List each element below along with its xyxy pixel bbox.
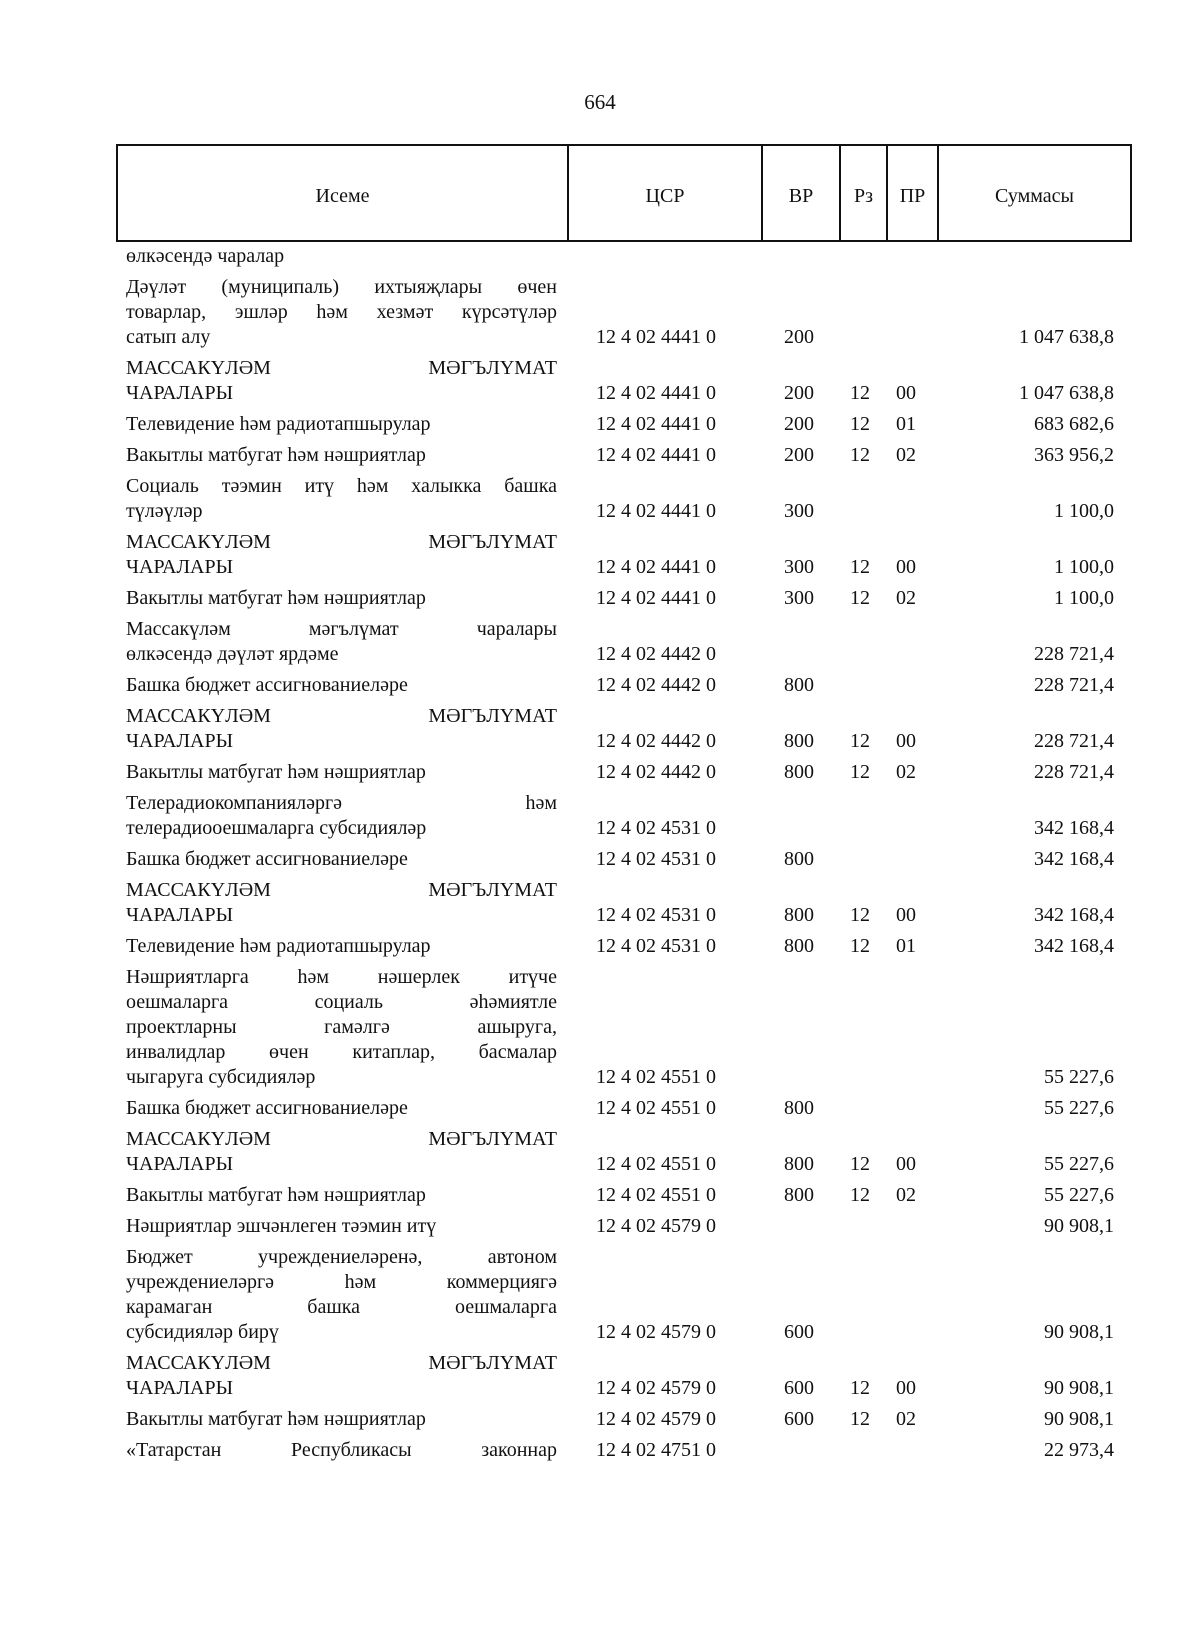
row-name-line: инвалидлар өчен китаплар, басмалар	[126, 1041, 557, 1063]
row-sum: 55 227,6	[1044, 1184, 1114, 1206]
header-csr: ЦСР	[569, 146, 763, 240]
row-name-line: МАССАКҮЛӘМ МӘГЪЛҮМАТ	[126, 1128, 557, 1150]
row-pr: 02	[896, 444, 916, 466]
row-name	[126, 934, 557, 959]
table-row	[0, 1127, 1200, 1177]
table-row	[0, 275, 1200, 350]
row-sum: 342 168,4	[1034, 904, 1114, 926]
table-row	[0, 673, 1200, 698]
row-sum: 90 908,1	[1044, 1215, 1114, 1237]
row-csr: 12 4 02 4531 0	[596, 848, 716, 870]
row-name-line: Нәшриятларга һәм нәшерлек итүче	[126, 966, 557, 988]
row-name	[126, 474, 557, 524]
table-row	[0, 1183, 1200, 1208]
row-name-line: МАССАКҮЛӘМ МӘГЪЛҮМАТ	[126, 879, 557, 901]
row-name-line: ЧАРАЛАРЫ	[126, 730, 234, 752]
table-row	[0, 530, 1200, 580]
header-sum: Суммасы	[995, 184, 1074, 207]
row-csr: 12 4 02 4442 0	[596, 674, 716, 696]
row-pr: 00	[896, 730, 916, 752]
row-pr: 00	[896, 1377, 916, 1399]
row-sum: 1 047 638,8	[1019, 326, 1114, 348]
row-csr: 12 4 02 4441 0	[596, 500, 716, 522]
row-sum: 1 100,0	[1054, 500, 1114, 522]
row-vr: 800	[784, 674, 814, 696]
row-vr: 600	[784, 1408, 814, 1430]
row-csr: 12 4 02 4551 0	[596, 1184, 716, 1206]
row-pr: 00	[896, 382, 916, 404]
row-sum: 90 908,1	[1044, 1408, 1114, 1430]
row-vr: 800	[784, 730, 814, 752]
table-row	[0, 704, 1200, 754]
row-csr: 12 4 02 4531 0	[596, 817, 716, 839]
header-rz: Рз	[841, 146, 888, 240]
row-name	[126, 1407, 557, 1432]
row-name	[126, 530, 557, 580]
row-vr: 200	[784, 444, 814, 466]
table-row	[0, 878, 1200, 928]
row-name	[126, 1351, 557, 1401]
table-row	[0, 443, 1200, 468]
row-name-line: Башка бюджет ассигнованиеләре	[126, 848, 408, 870]
table-row	[0, 934, 1200, 959]
row-name-line: ЧАРАЛАРЫ	[126, 1153, 234, 1175]
row-pr: 00	[896, 904, 916, 926]
row-name	[126, 412, 557, 437]
row-sum: 228 721,4	[1034, 730, 1114, 752]
row-name	[126, 244, 557, 269]
row-csr: 12 4 02 4441 0	[596, 326, 716, 348]
row-name	[126, 1127, 557, 1177]
row-vr: 600	[784, 1377, 814, 1399]
row-name-line: Телевидение һәм радиотапшырулар	[126, 935, 431, 957]
row-name	[126, 760, 557, 785]
row-sum: 90 908,1	[1044, 1377, 1114, 1399]
row-name-line: чыгаруга субсидияләр	[126, 1066, 316, 1088]
row-name-line: МАССАКҮЛӘМ МӘГЪЛҮМАТ	[126, 1352, 557, 1374]
table-row	[0, 791, 1200, 841]
table-row	[0, 1096, 1200, 1121]
row-name-line: ЧАРАЛАРЫ	[126, 1377, 234, 1399]
row-vr: 300	[784, 587, 814, 609]
row-vr: 600	[784, 1321, 814, 1343]
row-rz: 12	[850, 413, 870, 435]
row-csr: 12 4 02 4441 0	[596, 444, 716, 466]
row-name-line: Социаль тәэмин итү һәм халыкка башка	[126, 475, 557, 497]
row-rz: 12	[850, 935, 870, 957]
table-row	[0, 760, 1200, 785]
row-sum: 342 168,4	[1034, 817, 1114, 839]
row-vr: 200	[784, 413, 814, 435]
row-sum: 1 100,0	[1054, 556, 1114, 578]
row-csr: 12 4 02 4551 0	[596, 1097, 716, 1119]
row-name	[126, 275, 557, 350]
row-name-line: ЧАРАЛАРЫ	[126, 904, 234, 926]
header-vr: ВР	[763, 146, 841, 240]
row-name-line: ЧАРАЛАРЫ	[126, 382, 234, 404]
row-sum: 1 047 638,8	[1019, 382, 1114, 404]
row-pr: 01	[896, 413, 916, 435]
row-vr: 200	[784, 382, 814, 404]
row-rz: 12	[850, 761, 870, 783]
row-vr: 300	[784, 500, 814, 522]
row-csr: 12 4 02 4441 0	[596, 556, 716, 578]
row-vr: 800	[784, 1097, 814, 1119]
row-name-line: телерадиооешмаларга субсидияләр	[126, 817, 427, 839]
row-sum: 683 682,6	[1034, 413, 1114, 435]
row-name-line: Вакытлы матбугат һәм нәшриятлар	[126, 1184, 426, 1206]
row-rz: 12	[850, 1377, 870, 1399]
row-name-line: учреждениеләргә һәм коммерциягә	[126, 1271, 557, 1293]
table-row	[0, 965, 1200, 1090]
row-rz: 12	[850, 730, 870, 752]
row-sum: 55 227,6	[1044, 1153, 1114, 1175]
row-pr: 02	[896, 1184, 916, 1206]
row-csr: 12 4 02 4579 0	[596, 1377, 716, 1399]
row-name-line: Бюджет учреждениеләренә, автоном	[126, 1246, 557, 1268]
table-row	[0, 1214, 1200, 1239]
row-sum: 228 721,4	[1034, 674, 1114, 696]
row-name	[126, 1214, 557, 1239]
row-name-line: Башка бюджет ассигнованиеләре	[126, 1097, 408, 1119]
row-name-line: түләүләр	[126, 500, 203, 522]
row-name	[126, 847, 557, 872]
row-name-line: МАССАКҮЛӘМ МӘГЪЛҮМАТ	[126, 357, 557, 379]
row-rz: 12	[850, 556, 870, 578]
row-pr: 02	[896, 761, 916, 783]
row-name	[126, 1245, 557, 1345]
row-name	[126, 673, 557, 698]
row-rz: 12	[850, 904, 870, 926]
row-csr: 12 4 02 4442 0	[596, 761, 716, 783]
row-name-line: Нәшриятлар эшчәнлеген тәэмин итү	[126, 1215, 437, 1237]
row-pr: 00	[896, 1153, 916, 1175]
row-vr: 800	[784, 1184, 814, 1206]
row-name-line: сатып алу	[126, 326, 211, 348]
row-name-line: проектларны гамәлгә ашыруга,	[126, 1016, 557, 1038]
row-name	[126, 965, 557, 1090]
row-name	[126, 443, 557, 468]
row-name-line: Телевидение һәм радиотапшырулар	[126, 413, 431, 435]
row-name	[126, 356, 557, 406]
row-name-line: ЧАРАЛАРЫ	[126, 556, 234, 578]
row-rz: 12	[850, 444, 870, 466]
row-csr: 12 4 02 4531 0	[596, 904, 716, 926]
table-row	[0, 847, 1200, 872]
header-name: Исеме	[118, 146, 569, 240]
row-name-line: Башка бюджет ассигнованиеләре	[126, 674, 408, 696]
table-body	[0, 244, 1200, 1469]
row-name	[126, 1096, 557, 1121]
table-row	[0, 244, 1200, 269]
row-csr: 12 4 02 4751 0	[596, 1439, 716, 1461]
table-row	[0, 474, 1200, 524]
row-csr: 12 4 02 4531 0	[596, 935, 716, 957]
row-vr: 800	[784, 761, 814, 783]
row-vr: 800	[784, 904, 814, 926]
row-rz: 12	[850, 1153, 870, 1175]
row-name-line: оешмаларга социаль әһәмиятле	[126, 991, 557, 1013]
row-name-line: Дәүләт (муниципаль) ихтыяҗлары өчен	[126, 276, 557, 298]
row-sum: 342 168,4	[1034, 935, 1114, 957]
row-name	[126, 1183, 557, 1208]
row-pr: 01	[896, 935, 916, 957]
row-name	[126, 878, 557, 928]
row-csr: 12 4 02 4441 0	[596, 587, 716, 609]
row-rz: 12	[850, 382, 870, 404]
row-rz: 12	[850, 1184, 870, 1206]
header-pr: ПР	[888, 146, 939, 240]
row-name	[126, 586, 557, 611]
row-csr: 12 4 02 4579 0	[596, 1215, 716, 1237]
row-name	[126, 791, 557, 841]
row-vr: 800	[784, 848, 814, 870]
row-name	[126, 1438, 557, 1463]
table-row	[0, 1407, 1200, 1432]
row-vr: 800	[784, 935, 814, 957]
table-header	[116, 144, 1132, 242]
row-name	[126, 704, 557, 754]
table-row	[0, 1438, 1200, 1463]
row-pr: 00	[896, 556, 916, 578]
row-name-line: МАССАКҮЛӘМ МӘГЪЛҮМАТ	[126, 705, 557, 727]
table-row	[0, 1245, 1200, 1345]
row-csr: 12 4 02 4579 0	[596, 1321, 716, 1343]
row-name-line: өлкәсендә чаралар	[126, 245, 285, 267]
row-csr: 12 4 02 4442 0	[596, 730, 716, 752]
row-name-line: Вакытлы матбугат һәм нәшриятлар	[126, 761, 426, 783]
row-csr: 12 4 02 4551 0	[596, 1153, 716, 1175]
table-row	[0, 412, 1200, 437]
row-rz: 12	[850, 1408, 870, 1430]
row-sum: 363 956,2	[1034, 444, 1114, 466]
row-sum: 55 227,6	[1044, 1066, 1114, 1088]
row-sum: 342 168,4	[1034, 848, 1114, 870]
table-row	[0, 586, 1200, 611]
row-sum: 228 721,4	[1034, 643, 1114, 665]
row-vr: 200	[784, 326, 814, 348]
row-csr: 12 4 02 4441 0	[596, 382, 716, 404]
row-csr: 12 4 02 4442 0	[596, 643, 716, 665]
row-sum: 55 227,6	[1044, 1097, 1114, 1119]
row-name-line: карамаган башка оешмаларга	[126, 1296, 557, 1318]
row-name-line: МАССАКҮЛӘМ МӘГЪЛҮМАТ	[126, 531, 557, 553]
table-row	[0, 356, 1200, 406]
table-row	[0, 617, 1200, 667]
page-number: 664	[584, 90, 616, 114]
row-sum: 90 908,1	[1044, 1321, 1114, 1343]
row-name-line: Вакытлы матбугат һәм нәшриятлар	[126, 587, 426, 609]
row-pr: 02	[896, 587, 916, 609]
row-name-line: субсидияләр бирү	[126, 1321, 279, 1343]
row-csr: 12 4 02 4579 0	[596, 1408, 716, 1430]
row-name-line: Вакытлы матбугат һәм нәшриятлар	[126, 1408, 426, 1430]
row-vr: 800	[784, 1153, 814, 1175]
row-name-line: Телерадиокомпанияләргә һәм	[126, 792, 557, 814]
row-name	[126, 617, 557, 667]
row-name-line: «Татарстан Республикасы законнар	[126, 1439, 557, 1461]
row-name-line: өлкәсендә дәүләт ярдәме	[126, 643, 339, 665]
row-sum: 1 100,0	[1054, 587, 1114, 609]
row-name-line: Массакүләм мәгълүмат чаралары	[126, 618, 557, 640]
row-csr: 12 4 02 4441 0	[596, 413, 716, 435]
row-vr: 300	[784, 556, 814, 578]
row-sum: 22 973,4	[1044, 1439, 1114, 1461]
row-pr: 02	[896, 1408, 916, 1430]
row-rz: 12	[850, 587, 870, 609]
table-row	[0, 1351, 1200, 1401]
row-name-line: Вакытлы матбугат һәм нәшриятлар	[126, 444, 426, 466]
row-name-line: товарлар, эшләр һәм хезмәт күрсәтүләр	[126, 301, 557, 323]
row-csr: 12 4 02 4551 0	[596, 1066, 716, 1088]
row-sum: 228 721,4	[1034, 761, 1114, 783]
